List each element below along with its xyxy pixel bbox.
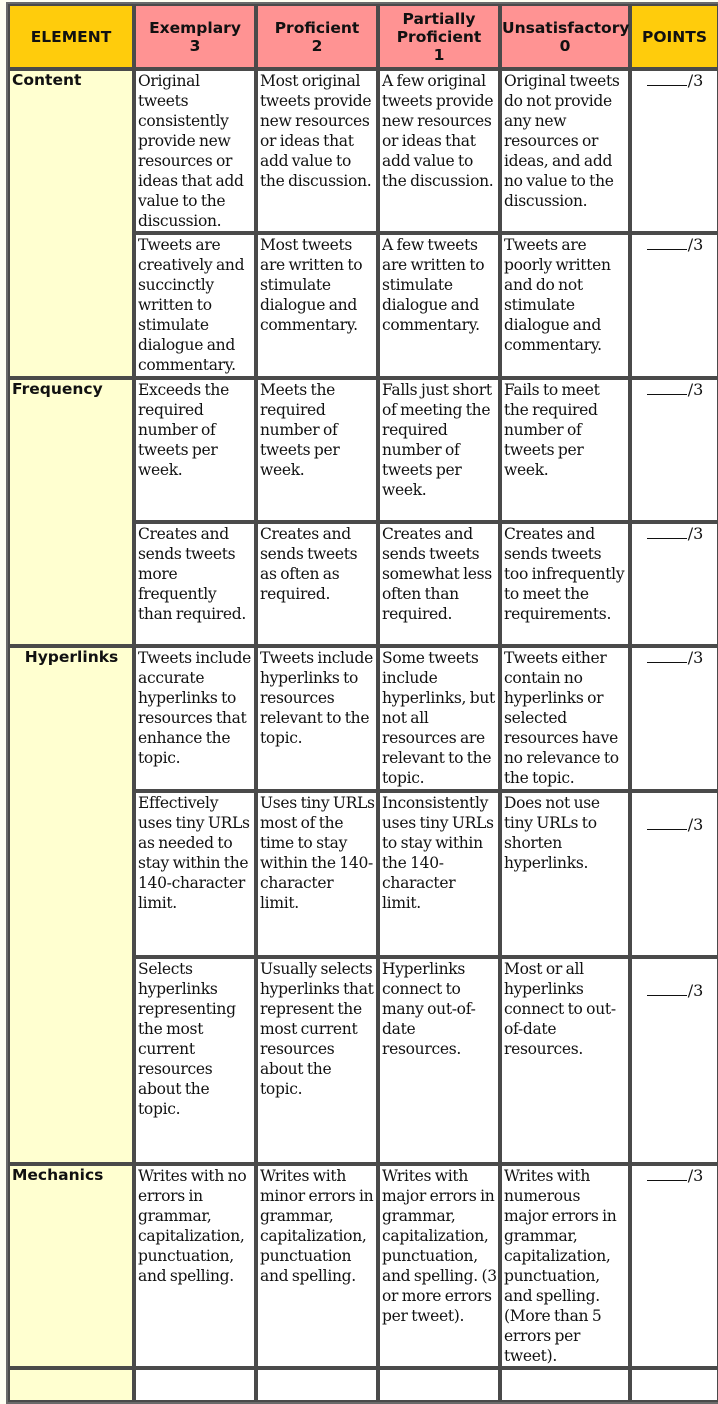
points-blank[interactable] [647, 380, 687, 395]
criterion-exemplary: Selects hyperlinks representing the most current resources about the topic. [134, 957, 256, 1164]
criterion-partially-proficient: Some tweets include hyperlinks, but not all resources are relevant to the topic. [378, 646, 500, 791]
criterion-proficient: Writes with minor errors in grammar, capitalization, punctuation and spelling. [256, 1164, 378, 1368]
header-level-proficient [256, 4, 378, 69]
criterion-partially-proficient: Creates and sends tweets somewhat less often than required. [378, 522, 500, 646]
points-blank[interactable] [647, 648, 687, 663]
table-row [8, 1164, 718, 1368]
header-level-exemplary [134, 4, 256, 69]
points-max: /3 [687, 981, 704, 1000]
points-field[interactable] [630, 1164, 718, 1368]
level-score: 0 [559, 36, 571, 55]
points-cell [630, 1368, 718, 1402]
criterion-unsatisfactory: Tweets are poorly written and do not stimulate dialogue and commentary. [500, 233, 630, 378]
header-points [630, 4, 718, 69]
rubric-table [6, 2, 718, 1404]
points-field[interactable] [630, 233, 718, 378]
points-field[interactable] [630, 646, 718, 791]
table-row [8, 646, 718, 791]
criterion-exemplary: Tweets include accurate hyperlinks to resources that enhance the topic. [134, 646, 256, 791]
criterion-proficient: Meets the required number of tweets per week. [256, 378, 378, 522]
table-row [8, 69, 718, 233]
criterion-exemplary: Original tweets consistently provide new resources or ideas that add value to the discussion. [134, 69, 256, 233]
points-max: /3 [687, 648, 704, 667]
element-cell [8, 1368, 134, 1402]
header-level-partially-proficient [378, 4, 500, 69]
criterion-cell [134, 1368, 256, 1402]
points-blank[interactable] [647, 524, 687, 539]
table-row [8, 378, 718, 522]
points-field[interactable] [630, 522, 718, 646]
criterion-unsatisfactory: Writes with numerous major errors in grammar, capitalization, punctuation, and spelling. (More than 5 errors per tweet). [500, 1164, 630, 1368]
criterion-exemplary: Exceeds the required number of tweets per week. [134, 378, 256, 522]
points-max: /3 [687, 524, 704, 543]
criterion-proficient: Creates and sends tweets as often as required. [256, 522, 378, 646]
level-name: Proficient [396, 27, 482, 46]
level-score: 1 [433, 45, 445, 64]
level-name: Proficient [274, 18, 360, 37]
criterion-cell [378, 1368, 500, 1402]
header-element-label: ELEMENT [30, 27, 112, 46]
level-score: 2 [311, 36, 323, 55]
element-hyperlinks: Hyperlinks [8, 646, 134, 1164]
header-points-label: POINTS [641, 27, 707, 46]
points-blank[interactable] [647, 71, 687, 86]
points-field[interactable] [630, 69, 718, 233]
points-blank[interactable] [647, 235, 687, 250]
points-max: /3 [687, 380, 704, 399]
criterion-unsatisfactory: Original tweets do not provide any new resources or ideas, and add no value to the discussion. [500, 69, 630, 233]
points-blank[interactable] [647, 981, 687, 996]
points-max: /3 [687, 71, 704, 90]
criterion-proficient: Most original tweets provide new resources or ideas that add value to the discussion. [256, 69, 378, 233]
header-level-unsatisfactory [500, 4, 630, 69]
points-field[interactable] [630, 791, 718, 957]
element-frequency: Frequency [8, 378, 134, 646]
criterion-exemplary: Writes with no errors in grammar, capitalization, punctuation, and spelling. [134, 1164, 256, 1368]
criterion-partially-proficient: Hyperlinks connect to many out-of-date resources. [378, 957, 500, 1164]
points-blank[interactable] [647, 1166, 687, 1181]
criterion-exemplary: Creates and sends tweets more frequently than required. [134, 522, 256, 646]
criterion-cell [500, 1368, 630, 1402]
criterion-exemplary: Effectively uses tiny URLs as needed to stay within the 140-character limit. [134, 791, 256, 957]
level-name-line1: Partially [402, 9, 476, 28]
criterion-unsatisfactory: Most or all hyperlinks connect to out-of-date resources. [500, 957, 630, 1164]
criterion-proficient: Most tweets are written to stimulate dialogue and commentary. [256, 233, 378, 378]
criterion-partially-proficient: Inconsistently uses tiny URLs to stay within the 140-character limit. [378, 791, 500, 957]
criterion-unsatisfactory: Does not use tiny URLs to shorten hyperlinks. [500, 791, 630, 957]
points-max: /3 [687, 815, 704, 834]
criterion-proficient: Usually selects hyperlinks that represent the most current resources about the topic. [256, 957, 378, 1164]
criterion-unsatisfactory: Fails to meet the required number of tweets per week. [500, 378, 630, 522]
points-field[interactable] [630, 957, 718, 1164]
points-max: /3 [687, 235, 704, 254]
criterion-unsatisfactory: Creates and sends tweets too infrequently to meet the requirements. [500, 522, 630, 646]
level-score: 3 [189, 36, 201, 55]
criterion-partially-proficient: A few tweets are written to stimulate dialogue and commentary. [378, 233, 500, 378]
criterion-partially-proficient: Falls just short of meeting the required number of tweets per week. [378, 378, 500, 522]
criterion-proficient: Uses tiny URLs most of the time to stay within the 140-character limit. [256, 791, 378, 957]
header-element [8, 4, 134, 69]
criterion-cell [256, 1368, 378, 1402]
points-blank[interactable] [647, 815, 687, 830]
header-row [8, 4, 718, 69]
criterion-exemplary: Tweets are creatively and succinctly written to stimulate dialogue and commentary. [134, 233, 256, 378]
table-row-cutoff [8, 1368, 718, 1402]
criterion-partially-proficient: A few original tweets provide new resources or ideas that add value to the discussion. [378, 69, 500, 233]
criterion-unsatisfactory: Tweets either contain no hyperlinks or selected resources have no relevance to the topic. [500, 646, 630, 791]
criterion-proficient: Tweets include hyperlinks to resources relevant to the topic. [256, 646, 378, 791]
points-field[interactable] [630, 378, 718, 522]
element-content: Content [8, 69, 134, 378]
points-max: /3 [687, 1166, 704, 1185]
element-mechanics: Mechanics [8, 1164, 134, 1368]
criterion-partially-proficient: Writes with major errors in grammar, capitalization, punctuation, and spelling. (3 or more errors per tweet). [378, 1164, 500, 1368]
level-name: Exemplary [149, 18, 241, 37]
level-name: Unsatisfactory [502, 18, 630, 37]
